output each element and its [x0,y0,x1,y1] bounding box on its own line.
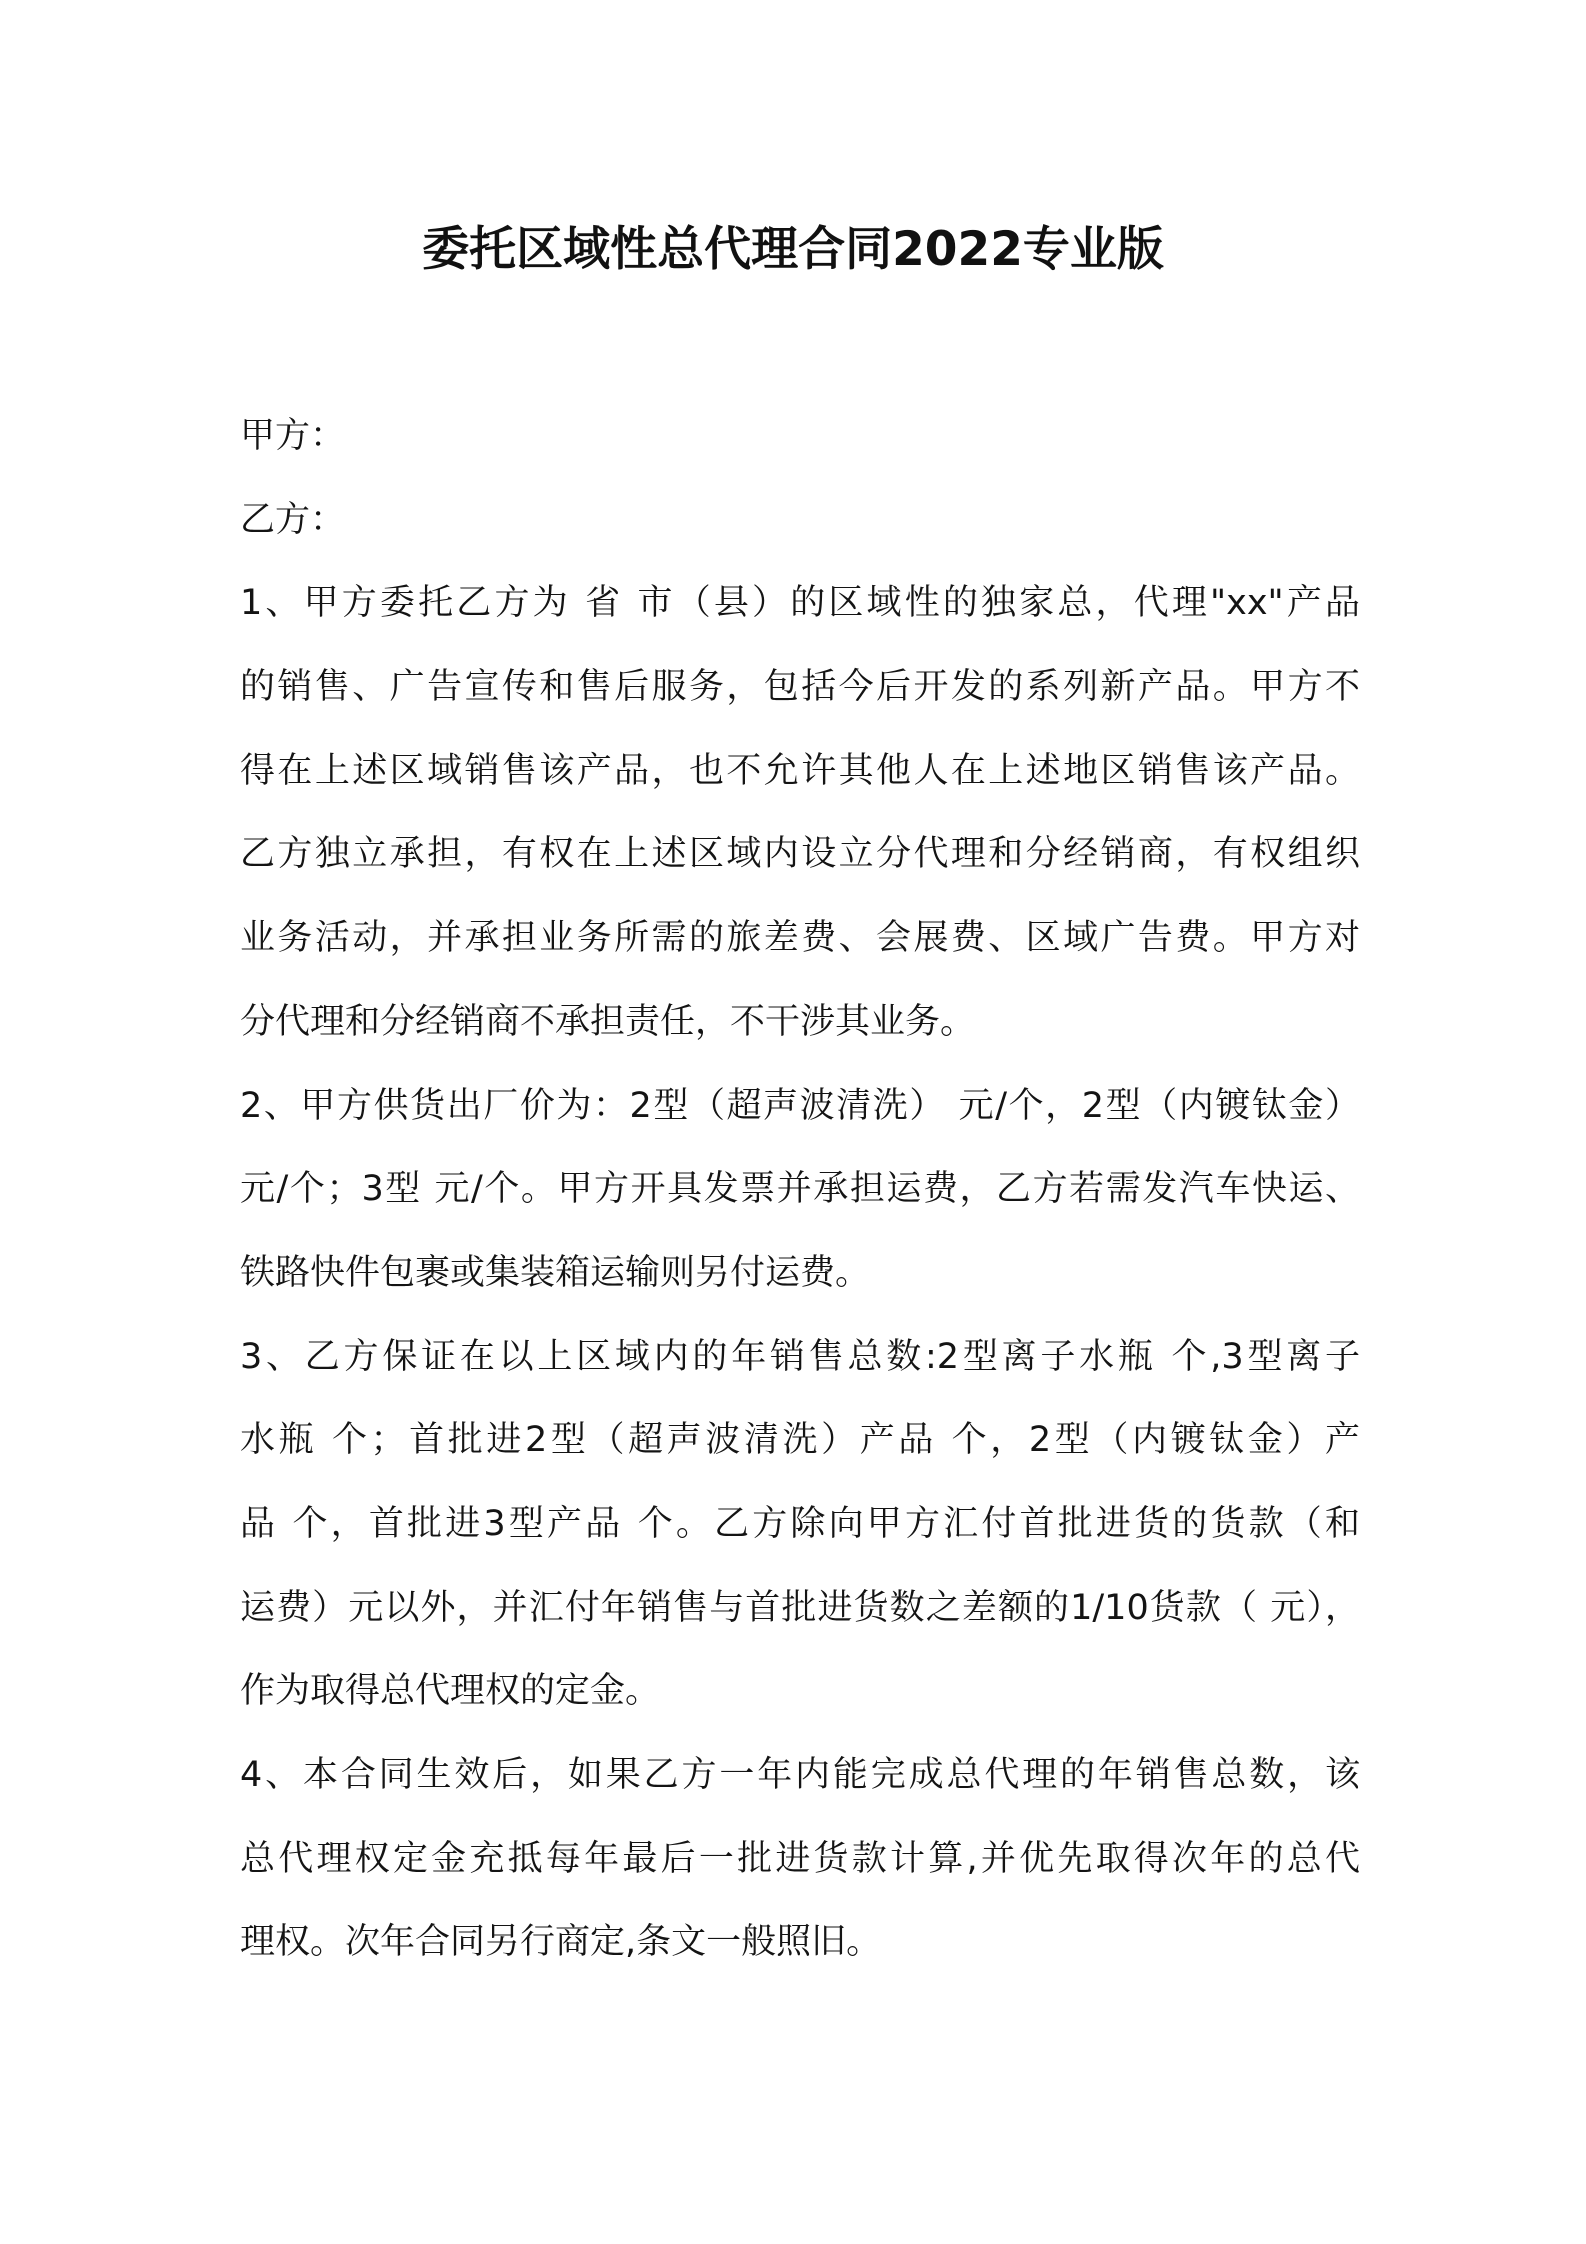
clause-1-line: 1、甲方委托乙方为 省 市（县）的区域性的独家总，代理"xx"产品 [240,583,1360,624]
clause-1-line: 分代理和分经销商不承担责任，不干涉其业务。 [240,1001,976,1042]
document-body [240,395,1360,1985]
clause-2 [240,1065,1360,1316]
document-title: 委托区域性总代理合同2022专业版 [422,222,1164,277]
clause-2-line: 元/个；3型 元/个。甲方开具发票并承担运费，乙方若需发汽车快运、 [240,1169,1360,1210]
clause-4-line: 4、本合同生效后，如果乙方一年内能完成总代理的年销售总数，该 [240,1755,1360,1795]
clause-3-line: 作为取得总代理权的定金。 [240,1671,661,1712]
clause-1-line: 的销售、广告宣传和售后服务，包括今后开发的系列新产品。甲方不 [240,667,1360,708]
party-b-label: 乙方： [240,499,346,540]
clause-1-line: 得在上述区域销售该产品，也不允许其他人在上述地区销售该产品。 [240,750,1360,791]
clause-3-line: 品 个，首批进3型产品 个。乙方除向甲方汇付首批进货的货款（和 [240,1503,1360,1544]
clause-3 [240,1316,1360,1734]
clause-3-line: 运费）元以外，并汇付年销售与首批进货数之差额的1/10货款（ 元）， [240,1587,1360,1628]
clause-3-line: 水瓶 个；首批进2型（超声波清洗）产品 个，2型（内镀钛金）产 [240,1420,1360,1461]
party-a-label: 甲方： [240,416,346,456]
clause-2-line: 铁路快件包裹或集装箱运输则另付运费。 [240,1252,871,1293]
clause-1-line: 业务活动，并承担业务所需的旅差费、会展费、区域广告费。甲方对 [240,918,1360,959]
clause-3-line: 3、乙方保证在以上区域内的年销售总数:2型离子水瓶 个,3型离子 [240,1336,1360,1377]
clause-2-line: 2、甲方供货出厂价为：2型（超声波清洗） 元/个，2型（内镀钛金） [240,1085,1360,1126]
clause-4 [240,1734,1360,1985]
clause-1 [240,562,1360,1064]
clause-4-line: 理权。次年合同另行商定,条文一般照旧。 [240,1922,882,1963]
clause-4-line: 总代理权定金充抵每年最后一批进货款计算,并优先取得次年的总代 [240,1838,1360,1879]
clause-1-line: 乙方独立承担，有权在上述区域内设立分代理和分经销商，有权组织 [240,834,1360,875]
